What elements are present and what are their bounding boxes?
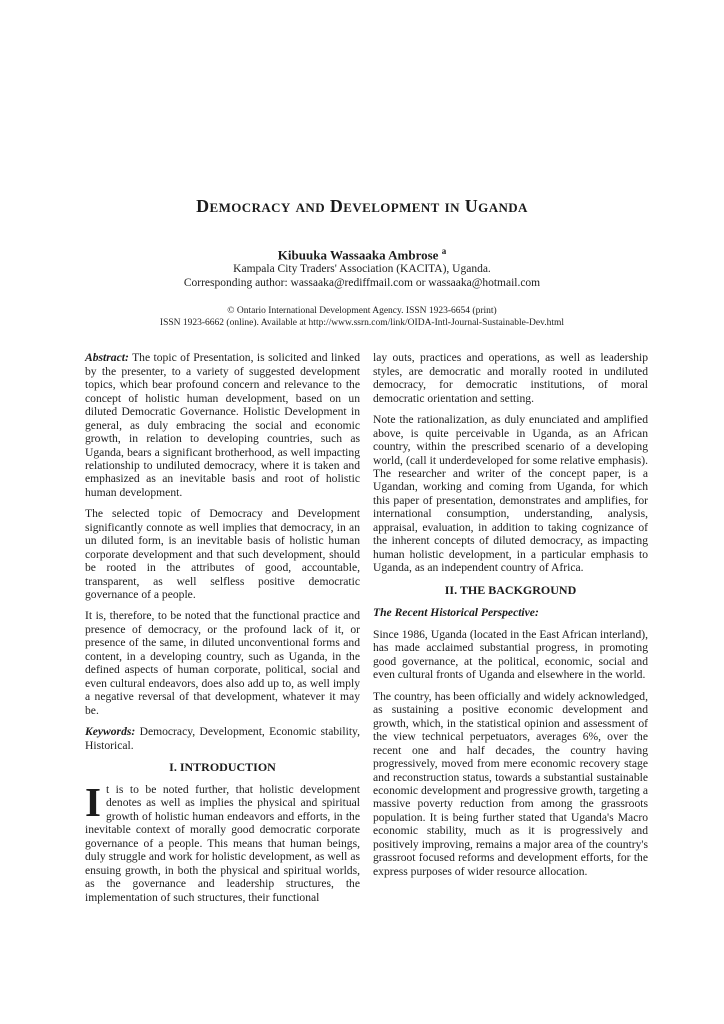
abstract-paragraph-2: The selected topic of Democracy and Development significantly connote as well implies that democracy, in an un diluted form, is an inevitable basis of holistic human corporate development and that such development, should be rooted in the attributes of good, accountable, transparent, as well selfless positive democratic governance of a people.	[85, 507, 360, 602]
section-heading-background: II. THE BACKGROUND	[444, 582, 577, 597]
abstract-paragraph	[85, 351, 360, 499]
copyright-block	[0, 305, 724, 329]
drop-cap: I	[85, 779, 101, 826]
abstract-text: The topic of Presentation, is solicited and linked by the presenter, to a variety of suggested development topics, which bear profound concern and relevance to the concept of holistic human development, based on un diluted Democratic Governance. Holistic Development in general, as duly embracing the social and economic growth, in relation to developing countries, such as Uganda, bears a significant brotherhood, as well impacting relationship to undiluted democracy, where it is taken and emphasized as an inevitable basis and root of holistic human development.	[85, 351, 360, 499]
subsection-heading-historical-perspective: The Recent Historical Perspective:	[373, 605, 539, 619]
paper-title: Democracy and Development in Uganda	[196, 196, 528, 216]
introduction-text: t is to be noted further, that holistic development denotes as well as implies the physical and spiritual growth of holistic human endeavors and efforts, in the inevitable context of morally good democratic corporate governance of a people. This means that human beings, duly struggle and work for holistic development, as well as ensuing growth, in both the physical and spiritual worlds, as the governance and leadership structures, the implementation of such structures, their functional	[85, 783, 360, 904]
section-heading-introduction: I. INTRODUCTION	[169, 760, 276, 775]
paper-header	[0, 0, 724, 329]
abstract-label: Abstract:	[85, 351, 129, 365]
body-paragraph-since-1986: Since 1986, Uganda (located in the East African interland), has made acclaimed substantial progress, in promoting good governance, at the political, economic, social and even cultural fronts of Uganda and elsewhere in the world.	[373, 628, 648, 682]
keywords-text: Democracy, Development, Economic stability, Historical.	[85, 725, 360, 752]
keywords-paragraph	[85, 725, 360, 752]
affiliation-line: Kampala City Traders' Association (KACITA), Uganda.	[233, 263, 491, 276]
body-paragraph-rationalization: Note the rationalization, as duly enunciated and amplified above, is quite perceivable in Uganda, as an African country, within the prescribed scenario of a developing world, (call it underdeveloped for some relative emphasis). The researcher and writer of the concept paper, is a Ugandan, working and coming from Uganda, for which this paper of presentation, demonstrates and amplifies, for international consumption, understanding, analysis, appraisal, evaluation, in addition to taking cognizance of the inherent concepts of diluted democracy, as impacting human holistic development, in a particular emphasis to Uganda, as an independent country of Africa.	[373, 413, 648, 575]
body-paragraph-continuation: lay outs, practices and operations, as well as leadership styles, are democratic and morally rooted in undiluted democracy, for democratic institutions, of moral democratic orientation and setting.	[373, 351, 648, 405]
right-column	[373, 351, 648, 912]
body-paragraph-country-growth: The country, has been officially and widely acknowledged, as sustaining a positive economic development and growth, which, in the statistical opinion and assessment of the view technical perpetuators, averages 6%, over the recent one and half decades, the country having progressively, moved from mere economic recovery stage and reconstruction status, towards a substantial sustainable economic development and progressive growth, targeting a massive poverty reduction from among the grassroots population. It is being further stated that Uganda's Macro economic stability, much as it is progressively and positively improving, remains a major area of the country's grassroot focused reforms and development efforts, for the express purposes of wider resource allocation.	[373, 689, 648, 878]
author-line	[0, 244, 724, 262]
author-affiliation-mark: a	[441, 246, 447, 256]
corresponding-author-line: Corresponding author: wassaaka@rediffmail.com or wassaaka@hotmail.com	[183, 277, 541, 290]
two-column-body	[0, 329, 724, 912]
author-name: Kibuuka Wassaaka Ambrose	[277, 247, 439, 263]
left-column	[85, 351, 360, 912]
copyright-line-2: ISSN 1923-6662 (online). Available at http://www.ssrn.com/link/OIDA-Intl-Journal-Sustainable-Dev.html	[159, 318, 565, 329]
introduction-paragraph	[85, 779, 360, 904]
copyright-line-1: © Ontario International Development Agency. ISSN 1923-6654 (print)	[227, 306, 497, 317]
keywords-label: Keywords:	[85, 725, 136, 739]
abstract-paragraph-3: It is, therefore, to be noted that the functional practice and presence of democracy, or the profound lack of it, or presence of the same, in diluted unconventional forms and content, in a developing country, such as Uganda, in the defined aspects of human corporate, political, social and even cultural endeavors, does also add up to, as well imply a negative reversal of that development, whatever it may be.	[85, 609, 360, 717]
